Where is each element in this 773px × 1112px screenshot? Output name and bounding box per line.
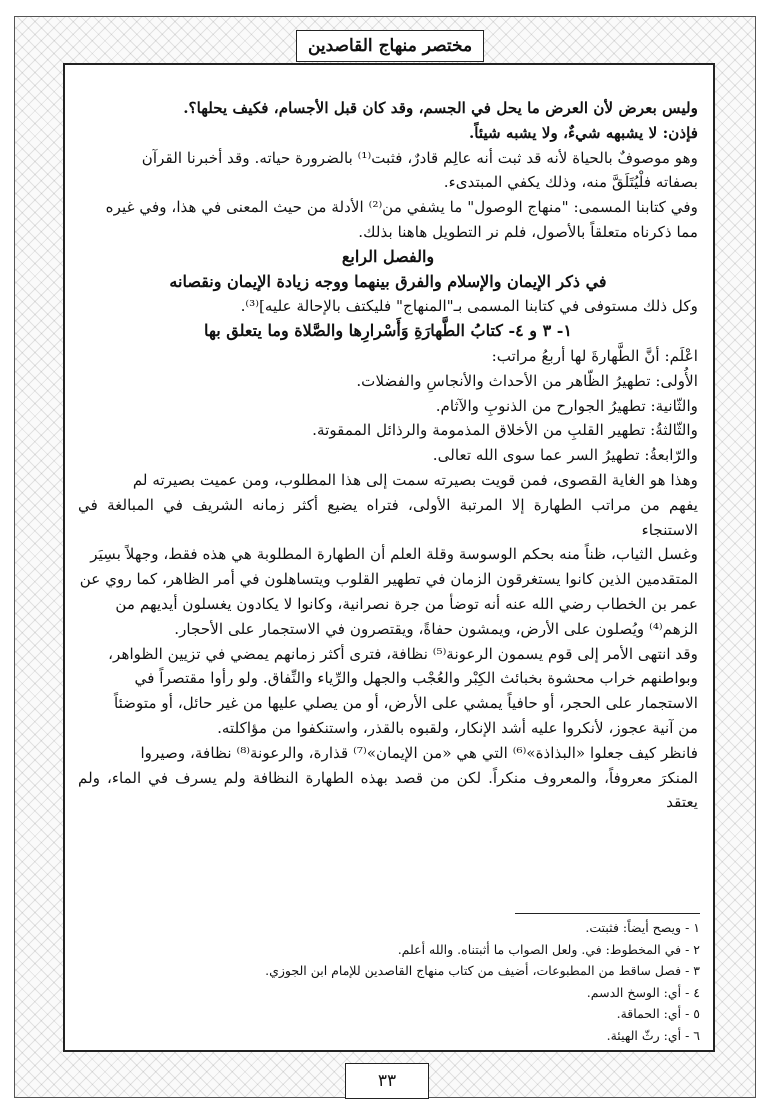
text-line: الاستجمار على الحجر، أو حافياً يمشي على الأرض، أو من يصلي عليها من غير حائل، أو متوضئاً xyxy=(113,694,698,713)
footnote: ٥ - أي: الحماقة. xyxy=(616,1006,700,1022)
text-line: وكل ذلك مستوفى في كتابنا المسمى بـ"المنهاج" فليكتف بالإحالة عليه]⁽³⁾. xyxy=(240,297,698,316)
text-line: فانظر كيف جعلوا «البذاذة»⁽⁶⁾ التي هي «من الإيمان»⁽⁷⁾ قذارة، والرعونة⁽⁸⁾ نظافة، وصيروا xyxy=(140,743,698,762)
page-number-box xyxy=(345,1063,429,1099)
chapter-heading: والفصل الرابع xyxy=(341,246,435,266)
footnote: ٤ - أي: الوسخ الدسم. xyxy=(586,984,700,1000)
chapter-subheading: في ذكر الإيمان والإسلام والفرق بينهما ووجه زيادة الإيمان ونقصانه xyxy=(169,271,607,291)
text-line: وبواطنهم خراب محشوة بخبائث الكِبْر والعُجْب والجهل والرِّياء والنِّفاق. ولو رأوا مقتصراً في xyxy=(134,669,698,688)
list-item: والرّابعةُ: تطهيرُ السر عما سوى الله تعالى. xyxy=(432,446,698,465)
text-line: يفهم من مراتب الطهارة إلا المرتبة الأولى، فتراه يضيع أكثر زمانه الشريف في المبالغة في الاستنجاء xyxy=(78,495,698,539)
text-line: وهذا هو الغاية القصوى، فمن قويت بصيرته سمت إلى هذا المطلوب، ومن عميت بصيرته لم xyxy=(132,470,698,489)
footnote-separator xyxy=(515,913,700,914)
text-line: وليس بعرض لأن العرض ما يحل في الجسم، وقد كان قبل الأجسام، فكيف يحلها؟. xyxy=(183,99,698,117)
text-line: وقد انتهى الأمر إلى قوم يسمون الرعونة⁽⁵⁾ نظافة، فترى أكثر زمانهم يمضي في تزيين الظواهر، xyxy=(108,644,698,663)
list-item: والثّانية: تطهيرُ الجوارح من الذنوبِ والآثام. xyxy=(435,396,698,415)
text-line: اعْلَم: أنَّ الطَّهارةَ لها أربعُ مراتب: xyxy=(491,346,698,365)
text-line: وغسل الثياب، ظناً منه بحكم الوسوسة وقلة العلم أن الطهارة المطلوبة هي هذه فقط، وجهلاً بسِيَر xyxy=(90,545,698,564)
footnote: ٦ - أي: رثّ الهيئة. xyxy=(606,1027,700,1043)
text-line: من آنية عجوز، لأنكروا عليه أشد الإنكار، ولقبوه بالقذر، واستنكفوا من مؤاكلته. xyxy=(217,718,698,737)
footnote: ٢ - في المخطوط: في. ولعل الصواب ما أثبتناه. والله أعلم. xyxy=(397,941,700,957)
footnotes xyxy=(200,917,700,1047)
text-line: عمر بن الخطاب رضي الله عنه أنه توضأ من جرة نصرانية، وكانوا لا يكادون يغسلون أيديهم من xyxy=(115,594,698,613)
footnote: ١ - ويصح أيضاً: فثبتت. xyxy=(585,920,700,935)
page-number: ٣٣ xyxy=(377,1071,397,1091)
text-line: وهو موصوفٌ بالحياة لأنه قد ثبت أنه عالِم قادرٌ، فثبت⁽¹⁾ بالضرورة حياته. وقد أخبرنا القرآن xyxy=(141,148,698,167)
text-line: مما ذكرناه متعلقاً بالأصول، فلم نر التطويل هاهنا بذلك. xyxy=(358,222,698,241)
running-header xyxy=(296,30,484,62)
text-line: فإذن: لا يشبهه شيءٌ، ولا يشبه شيئاً. xyxy=(468,123,698,142)
text-line: بصفاته فلْيُتَلَقَّ منه، وذلك يكفي المبتدىء. xyxy=(443,173,698,192)
book-title: مختصر منهاج القاصدين xyxy=(307,36,473,56)
text-line: المتقدمين الذين كانوا يستغرقون الزمان في تطهير القلوب ويتساهلون في أمر الظاهر، كما روي عن xyxy=(79,570,698,589)
text-line: وفي كتابنا المسمى: "منهاج الوصول" ما يشفي من⁽²⁾ الأدلة من حيث المعنى في هذا، وفي غيره xyxy=(105,198,698,217)
footnote: ٣ - فصل ساقط من المطبوعات، أضيف من كتاب منهاج القاصدين للإمام ابن الجوزي. xyxy=(265,963,700,979)
section-heading: ١- ٣ و ٤- كتابُ الطَّهارَةِ وَأَسْرارِها والصَّلاة وما يتعلق بها xyxy=(204,321,572,341)
list-item: والثّالثةُ: تطهير القلبِ من الأخلاق المذمومة والرذائل الممقوتة. xyxy=(312,421,698,440)
list-item: الأُولى: تطهيرُ الظّاهر من الأحداث والأنجاسِ والفضلات. xyxy=(356,371,698,390)
text-line: الزهم⁽⁴⁾ ويُصلون على الأرض، ويمشون حفاةً، ويقتصرون في الاستجمار على الأحجار. xyxy=(174,619,698,638)
main-text xyxy=(78,96,698,896)
text-line: المنكرَ معروفاً، والمعروف منكراً. لكن من قصد بهذه الطهارة النظافة ولم يسرف في الماء، ولم يعتقد xyxy=(78,768,698,812)
